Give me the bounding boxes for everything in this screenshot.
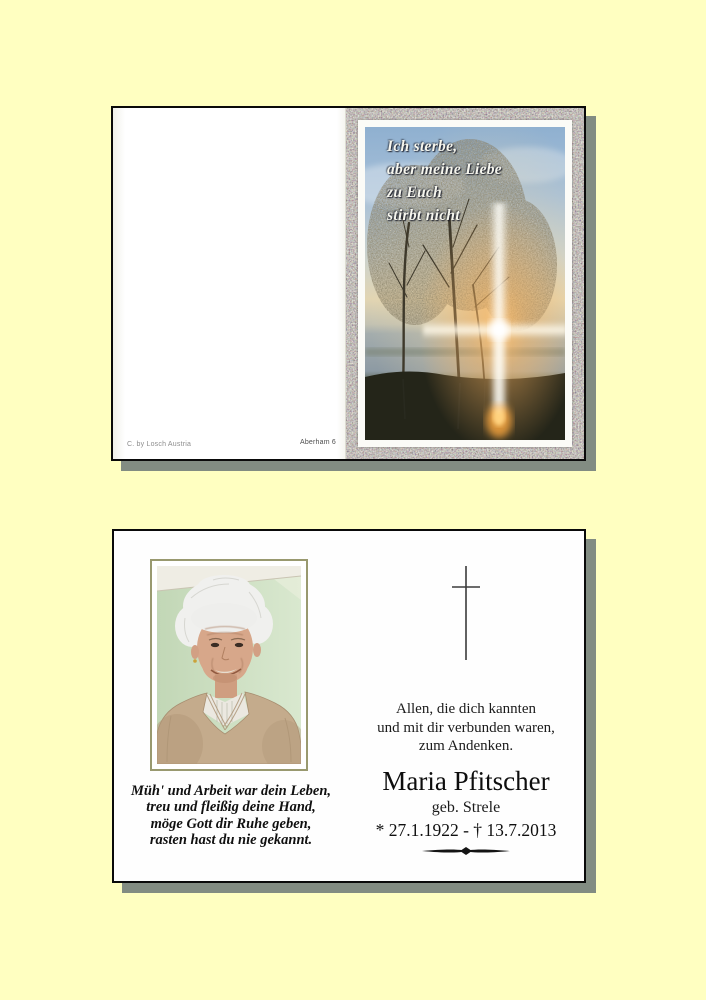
verse-line: treu und fleißig deine Hand, [146,799,316,816]
dedication-line: Allen, die dich kannten [396,701,536,717]
front-card-verse [387,135,502,227]
memorial-text-column [354,531,578,881]
dedication-line: und mit dir verbunden waren, [377,719,555,736]
verse-line: stirbt nicht [387,207,460,224]
memorial-card-front [111,106,586,461]
dedication-line: zum Andenken. [418,738,514,754]
earring [193,659,197,663]
maiden-name: geb. Strele [431,799,501,816]
verse-line: rasten hast du nie gekannt. [149,831,313,848]
dedication-text [354,700,578,756]
portrait-photo [157,566,301,764]
verse-line: zu Euch [387,184,443,201]
portrait-frame [150,559,308,771]
photo-white-mat [358,120,572,447]
verse-line: Müh' und Arbeit war dein Leben, [130,783,332,799]
verse-line: aber meine Liebe [387,161,502,178]
verse-line: Ich sterbe, [387,138,458,155]
life-dates: * 27.1.1922 - † 13.7.2013 [375,820,557,840]
sunset-cross-photo [365,127,565,440]
verse-line: möge Gott dir Ruhe geben, [150,815,312,832]
front-card-photo-panel [346,108,584,459]
memorial-card-inside [112,529,586,883]
series-label: Aberham 6 [299,439,336,446]
cross-icon [446,565,486,661]
divider-flourish-icon [421,846,511,856]
deceased-name: Maria Pfitscher [382,766,550,796]
front-card-blank-page [113,108,346,459]
publisher-credit: C. by Losch Austria [127,441,192,448]
memorial-verse [119,783,343,848]
